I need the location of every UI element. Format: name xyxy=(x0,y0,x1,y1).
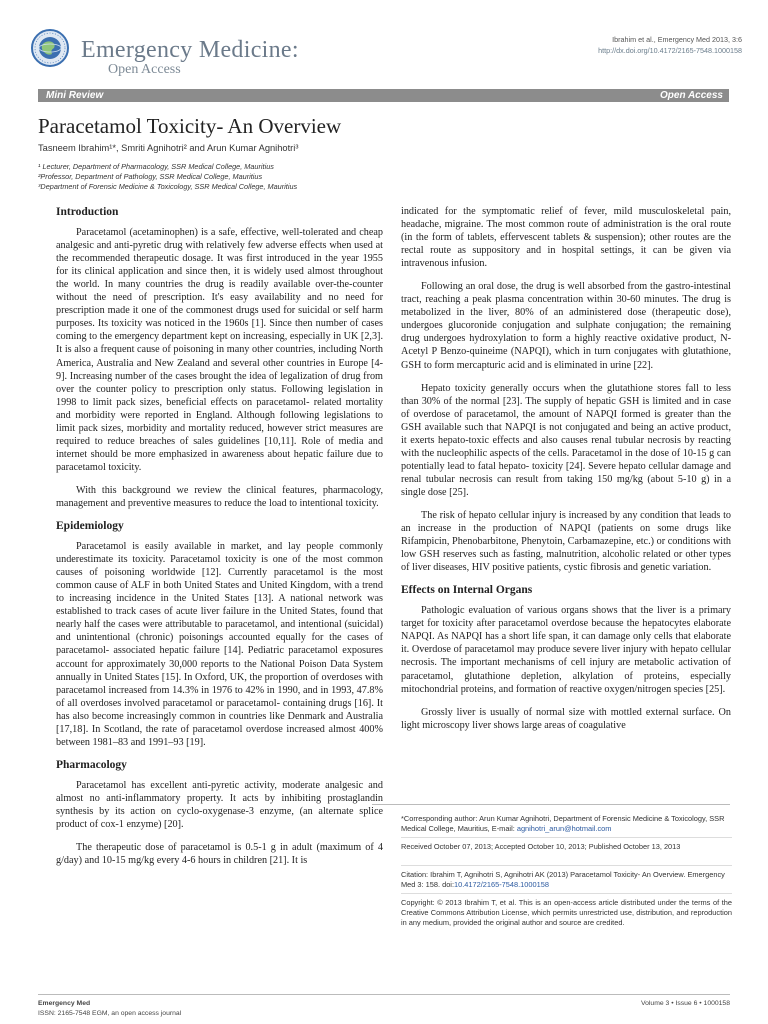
section-heading-introduction: Introduction xyxy=(56,206,119,218)
section-heading-epidemiology: Epidemiology xyxy=(56,520,124,533)
paragraph: The risk of hepato cellular injury is increased by any condition that leads to an increase in the production of NAPQI (patients on some drugs like Rifampicin, Phenobarbitone, Phenytoin, Carbamazepine, etc.) or conditions with low GSH reserves such as fasting, malnutrition, alcoholic related or other types of liver diseases, HIV positive patients, cystic fibrosis and genetic variation. xyxy=(401,509,731,574)
section-heading-effects-internal-organs: Effects on Internal Organs xyxy=(401,584,533,597)
journal-subtitle: Open Access xyxy=(108,62,181,77)
header-citation xyxy=(482,34,742,56)
divider xyxy=(401,893,732,894)
footer-volume: Volume 3 • Issue 6 • 1000158 xyxy=(640,1000,730,1007)
affiliation-3: ³Department of Forensic Medicine & Toxicology, SSR Medical College, Mauritius xyxy=(38,182,298,191)
paragraph: Paracetamol (acetaminophen) is a safe, effective, well-tolerated and cheap analgesic and anti-pyretic drug with relatively few adverse effects when used at the recommended therapeutic dosage. It was first introduced in the year 1955 for its clinical application and since then, it is widely used almost throughout the world. In many countries the drug is readily available over-the-counter without the need of prescription. It's easy availability and no need for prescription made it one of the commonest drugs used for suicidal or self harm purposes. Its toxicity was noticed in the 1960s [1]. Since then number of cases coming to the emergency department kept on increasing, especially in UK [2,3]. It is also a frequent cause of poisoning in many other countries, including North America, Australia and New Zealand and several other countries in Europe [4-9]. Increasing number of the cases brought the idea of legalization of drug from over the counter policy to prescription only status. Following legislation in 1998 to limit pack sizes, beneficial effects on paracetamol- related mortality and morbidity were reported in England. Although following legislations to limit pack sizes, morbidity and mortality reduced, however strict measures are required to reduce breaches of sales guidelines [10,11]. Role of media and internet should be more emphasized in awareness about hepatic failure due to paracetamol toxicity. xyxy=(56,227,383,473)
citation-block xyxy=(401,870,732,890)
affiliation-1: ¹ Lecturer, Department of Pharmacology, SSR Medical College, Mauritius xyxy=(38,162,274,171)
copyright-text: Copyright: © 2013 Ibrahim T, et al. This is an open-access article distributed under the terms of the Creative Commons Attribution License, which permits unrestricted use, distribution, and reproduction in any medium, provided the original author and source are credited. xyxy=(401,898,732,927)
divider xyxy=(401,837,732,838)
citation-doi-link[interactable]: 10.4172/2165-7548.1000158 xyxy=(454,880,549,889)
paragraph: Paracetamol has excellent anti-pyretic activity, moderate analgesic and almost no anti-inflammatory property. It acts by inhibiting prostaglandin synthesis by its action on cyclo-oxygenase-3 enzyme, (an alternate splice product of cox-1 enzyme) [20]. xyxy=(56,779,383,831)
paragraph: Grossly liver is usually of normal size with mottled external surface. On light microscopy liver shows large areas of coagulative xyxy=(401,706,731,731)
globe-logo-icon xyxy=(30,28,70,68)
left-column xyxy=(56,206,383,867)
doi-link[interactable]: http://dx.doi.org/10.4172/2165-7548.1000158 xyxy=(598,46,742,55)
journal-title: Emergency Medicine: xyxy=(81,37,299,63)
corresponding-author xyxy=(401,814,732,834)
citation-line: Ibrahim et al., Emergency Med 2013, 3:6 xyxy=(612,35,742,44)
open-access-label: Open Access xyxy=(660,90,723,101)
article-title: Paracetamol Toxicity- An Overview xyxy=(38,114,342,138)
authors-line: Tasneem Ibrahim¹*, Smriti Agnihotri² and Arun Kumar Agnihotri³ xyxy=(38,143,299,153)
section-heading-pharmacology: Pharmacology xyxy=(56,758,127,771)
right-column xyxy=(401,205,731,732)
article-type-banner xyxy=(38,89,729,102)
paragraph: With this background we review the clinical features, pharmacology, management and preventive measures to reduce the load to intentional toxicity. xyxy=(56,484,383,509)
paragraph: indicated for the symptomatic relief of fever, mild musculoskeletal pain, headache, migraine. The most common route of administration is the oral route (in the form of tablets, effervescent tablets & suspension); other routes are the rectal route as suppository and in hospital settings, it can be given via intravenous infusion. xyxy=(401,206,731,270)
footer-divider xyxy=(38,994,730,995)
divider xyxy=(372,804,730,805)
footer-issn: ISSN: 2165-7548 EGM, an open access journal xyxy=(38,1010,182,1017)
paragraph: Paracetamol is easily available in market, and lay people commonly underestimate its toxicity. Paracetamol toxicity is one of the most common causes of poisoning worldwide [12]. Currently paracetamol is the most common cause of ALF in both United States and United Kingdom, with a trend to increasing incidence in the United States [13]. A national network was established to track cases of acute liver failure in the United States, found that nearly half the cases were attributable to paracetamol, and intentional (suicidal) and unintentional (chronic) poisonings accounted equally for the cases of paracetamol- associated hepatic failure [14]. Pediatric paracetamol exposures account for approximately 30,000 reports to the National Poison Data System annually in United States [15]. In Oxford, UK, the proportion of overdoses with paracetamol increased from 14.3% in 1976 to 42% in 1990, and in 1993, 47.8% of all overdoses involved paracetamol or paracetamol- containing drugs [16]. It has also become increasingly common in countries like Denmark and Australia [17,18]. In Scotland, the rate of paracetamol overdose increased almost 400% between 1981–83 and 1991–93 [19]. xyxy=(56,541,383,748)
dates-text: Received October 07, 2013; Accepted October 10, 2013; Published October 13, 2013 xyxy=(401,842,681,851)
affiliation-2: ²Professor, Department of Pathology, SSR Medical College, Mauritius xyxy=(38,172,263,181)
paragraph: The therapeutic dose of paracetamol is 0.5-1 g in adult (maximum of 4 g/day) and 10-15 mg/kg every 4-6 hours in children [21]. It is xyxy=(56,842,383,867)
divider xyxy=(401,865,732,866)
corresponding-author-text: *Corresponding author: Arun Kumar Agnihotri, Department of Forensic Medicine & Toxicology, SSR Medical College, Mauritius, E-mail: xyxy=(401,814,725,833)
email-link[interactable]: agnihotri_arun@hotmail.com xyxy=(516,824,612,833)
paragraph: Pathologic evaluation of various organs shows that the liver is a primary target for toxicity after paracetamol overdose because the hepatocytes elaborate NAPQI. As NAPQI has a short life span, it can damage only cells that elaborate it. Overdose of paracetamol may produce severe liver injury with hepato cellular necrosis. The important mechanisms of cell injury are metabolic activation of paracetamol, glutathione depletion, alkylation of proteins, especially mitochondrial proteins, and formation of reactive oxygen/nitrogen species [25]. xyxy=(401,605,731,695)
article-type-label: Mini Review xyxy=(46,90,104,101)
paragraph: Following an oral dose, the drug is well absorbed from the gastro-intestinal tract, reaching a peak plasma concentration within 30-60 minutes. The drug is metabolized in the liver, 80% of an administered dose (therapeutic dose), undergoes glucoronide conjugation and sulphate conjugation; the remaining drug undergoes hydroxylation to form a highly reactive oxidative product, N-Acetyl P Benzo-quineime (NAPQI), which in turn conjugates with glutathione, GSH to form mercapturic acid and is eliminated in urine [22]. xyxy=(401,281,731,371)
paragraph: Hepato toxicity generally occurs when the glutathione stores fall to less than 30% of the normal [23]. The supply of hepatic GSH is limited and in case of overdose of paracetamol, the amount of NAPQI formed is greater than the GSH available such that NAPQI is not conjugated and being an active product, it exerts hepato-toxic effects and also causes renal tubular necrosis by reacting with the nucleophilic aspects of the cells. Paracetamol in the dose of 10-15 g can potentially lead to fatal hepato- toxicity [24]. Severe hepato cellular damage and renal tubular necrosis can result from taking 150 mg/kg (about 5-10 g) in a single dose [25]. xyxy=(401,382,731,498)
footer-journal: Emergency Med xyxy=(38,1000,91,1007)
citation-text: Citation: Ibrahim T, Agnihotri S, Agnihotri AK (2013) Paracetamol Toxicity- An Overview. Emergency Med 3: 158. doi: xyxy=(401,870,725,889)
